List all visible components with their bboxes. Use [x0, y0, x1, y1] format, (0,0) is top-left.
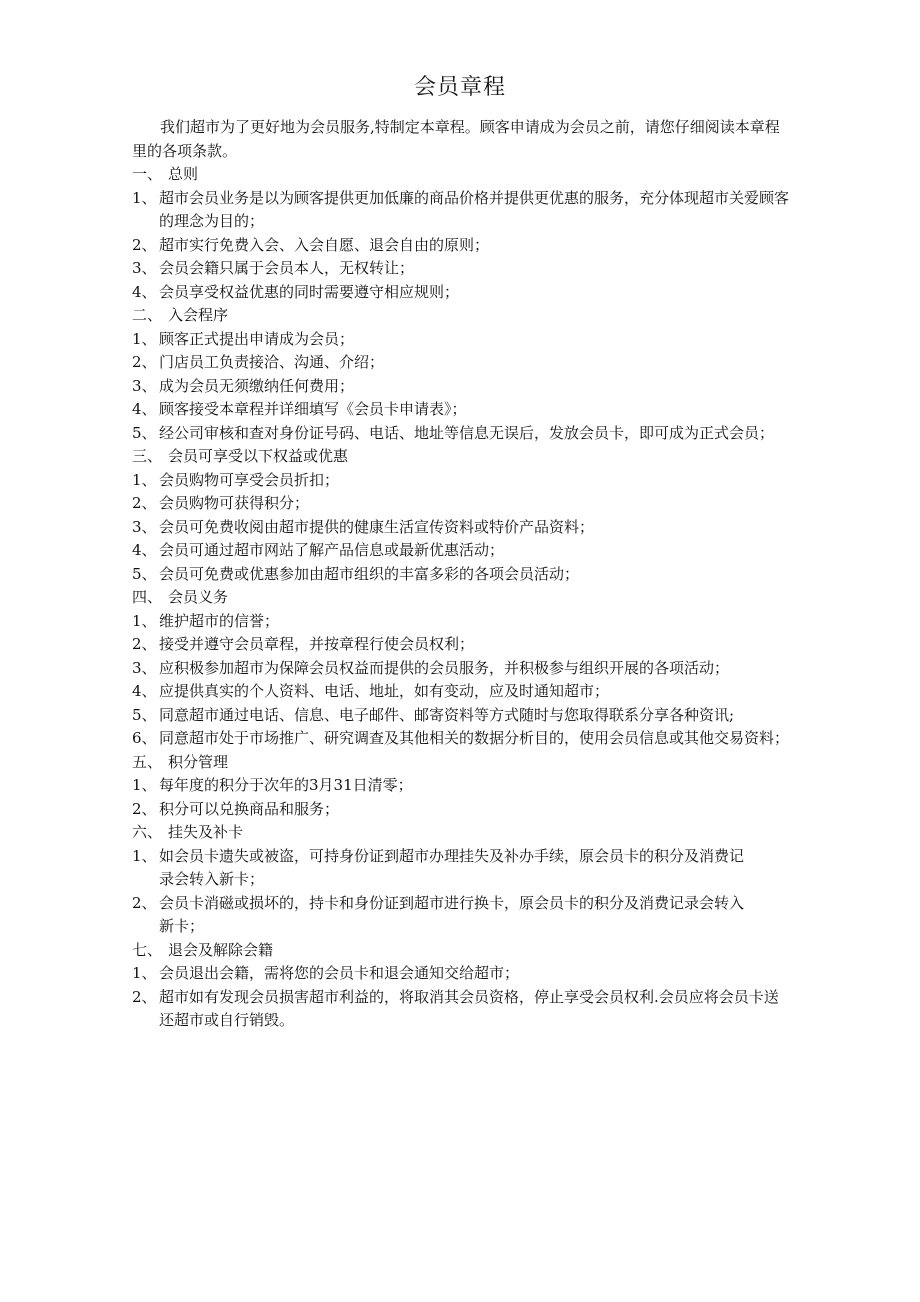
- section-heading: [132, 445, 792, 469]
- section-heading-text: 退会及解除会籍: [168, 940, 274, 959]
- item-continuation: 录会转入新卡；: [159, 870, 265, 888]
- list-item: [132, 351, 792, 375]
- list-item: [132, 892, 792, 916]
- list-item: [132, 187, 792, 234]
- item-number: 2、: [132, 494, 157, 512]
- list-item: [132, 986, 792, 1033]
- item-number: 1、: [132, 846, 157, 865]
- section-number: 七、: [132, 940, 163, 959]
- item-text: 同意超市通过电话、信息、电子邮件、邮寄资料等方式随时与您取得联系分享各种资讯;: [159, 705, 735, 724]
- section-heading: [132, 821, 792, 845]
- item-continuation: 新卡；: [159, 917, 205, 935]
- item-text: 会员购物可获得积分；: [159, 494, 310, 512]
- list-item: [132, 798, 792, 822]
- section: [132, 304, 792, 445]
- item-text: 会员退出会籍，需将您的会员卡和退会通知交给超市；: [159, 964, 520, 982]
- item-number: 1、: [132, 470, 157, 489]
- intro-paragraph: 我们超市为了更好地为会员服务,特制定本章程。顾客申请成为会员之前，请您仔细阅读本章程里的各项条款。: [132, 118, 780, 160]
- section-heading-text: 挂失及补卡: [168, 823, 244, 841]
- item-number: 2、: [132, 353, 157, 371]
- item-text: 超市实行免费入会、入会自愿、退会自由的原则；: [159, 235, 490, 254]
- section: [132, 751, 792, 822]
- item-text: 经公司审核和查对身份证号码、电话、地址等信息无误后，发放会员卡，即可成为正式会员；: [159, 423, 775, 442]
- item-number: 4、: [132, 282, 157, 301]
- item-text: 成为会员无须缴纳任何费用；: [159, 376, 355, 395]
- item-number: 2、: [132, 893, 157, 912]
- list-item: [132, 727, 792, 751]
- section-heading-text: 会员义务: [168, 588, 229, 606]
- item-text: 会员可免费或优惠参加由超市组织的丰富多彩的各项会员活动；: [159, 564, 580, 583]
- item-text: 门店员工负责接洽、沟通、介绍；: [159, 353, 385, 371]
- item-text: 会员会籍只属于会员本人，无权转让；: [159, 259, 415, 277]
- item-text: 每年度的积分于次年的3月31日清零；: [159, 776, 413, 794]
- list-item: [132, 962, 792, 986]
- item-number: 1、: [132, 611, 157, 630]
- item-number: 3、: [132, 658, 157, 677]
- section-number: 四、: [132, 588, 163, 606]
- item-number: 3、: [132, 376, 157, 395]
- list-item: [132, 539, 792, 563]
- item-number: 2、: [132, 987, 157, 1006]
- item-number: 2、: [132, 799, 157, 818]
- item-text: 顾客正式提出申请成为会员；: [159, 329, 355, 348]
- item-number: 1、: [132, 188, 157, 207]
- section-heading-text: 总则: [168, 165, 199, 183]
- item-text: 会员可免费收阅由超市提供的健康生活宣传资料或特价产品资料；: [159, 517, 595, 536]
- section-heading-text: 积分管理: [168, 752, 229, 771]
- section: [132, 586, 792, 751]
- item-number: 4、: [132, 541, 157, 559]
- section-heading: [132, 939, 792, 963]
- item-number: 3、: [132, 517, 157, 536]
- section-heading: [132, 163, 792, 187]
- item-number: 1、: [132, 964, 157, 982]
- section-number: 三、: [132, 447, 163, 465]
- document-body: [132, 116, 792, 1033]
- item-text: 接受并遵守会员章程，并按章程行使会员权利；: [159, 635, 475, 653]
- section: [132, 939, 792, 1033]
- list-item: [132, 398, 792, 422]
- item-number: 1、: [132, 329, 157, 348]
- item-number: 6、: [132, 729, 157, 747]
- list-item: [132, 516, 792, 540]
- list-item: [132, 234, 792, 258]
- item-number: 4、: [132, 682, 157, 700]
- item-text: 会员可通过超市网站了解产品信息或最新优惠活动；: [159, 541, 505, 559]
- section-number: 二、: [132, 306, 163, 324]
- item-number: 2、: [132, 235, 157, 254]
- list-item: [132, 610, 792, 634]
- item-text: 会员享受权益优惠的同时需要遵守相应规则；: [159, 282, 460, 301]
- item-text: 同意超市处于市场推广、研究调查及其他相关的数据分析目的，使用会员信息或其他交易资料；: [159, 729, 790, 747]
- list-item: [132, 328, 792, 352]
- list-item: [132, 845, 792, 869]
- list-item: [132, 633, 792, 657]
- section-number: 一、: [132, 165, 163, 183]
- document-title: 会员章程: [413, 75, 506, 100]
- item-number: 3、: [132, 259, 157, 277]
- item-text: 维护超市的信誉；: [159, 611, 280, 630]
- item-text: 积分可以兑换商品和服务；: [159, 799, 340, 818]
- item-text: 顾客接受本章程并详细填写《会员卡申请表》；: [159, 400, 467, 418]
- section-number: 六、: [132, 823, 163, 841]
- list-item: [132, 774, 792, 798]
- item-number: 5、: [132, 705, 157, 724]
- section-heading: [132, 586, 792, 610]
- list-item: [132, 375, 792, 399]
- section: [132, 821, 792, 939]
- list-item: [132, 492, 792, 516]
- item-text: 会员购物可享受会员折扣；: [159, 470, 340, 489]
- section-number: 五、: [132, 752, 163, 771]
- list-item: [132, 281, 792, 305]
- sections-container: [132, 163, 792, 1033]
- item-text: 如会员卡遗失或被盗，可持身份证到超市办理挂失及补办手续，原会员卡的积分及消费记: [159, 846, 745, 865]
- item-text: 应提供真实的个人资料、电话、地址，如有变动，应及时通知超市；: [159, 682, 610, 700]
- item-number: 5、: [132, 423, 157, 442]
- section-heading-text: 会员可享受以下权益或优惠: [168, 447, 349, 465]
- list-item: [132, 563, 792, 587]
- list-item: [132, 657, 792, 681]
- list-item: [132, 704, 792, 728]
- section: [132, 445, 792, 586]
- item-text: 会员卡消磁或损坏的，持卡和身份证到超市进行换卡，原会员卡的积分及消费记录会转入: [159, 893, 745, 912]
- item-number: 1、: [132, 776, 157, 794]
- section-heading: [132, 751, 792, 775]
- section: [132, 163, 792, 304]
- list-item: [132, 680, 792, 704]
- item-number: 4、: [132, 400, 157, 418]
- item-text: 超市如有发现会员损害超市利益的，将取消其会员资格，停止享受会员权利.会员应将会员卡送还超市或自行销毁。: [159, 987, 779, 1029]
- item-text: 超市会员业务是以为顾客提供更加低廉的商品价格并提供更优惠的服务，充分体现超市关爱顾客的理念为目的；: [159, 188, 790, 230]
- list-item: [132, 422, 792, 446]
- item-number: 2、: [132, 635, 157, 653]
- list-item: [132, 469, 792, 493]
- section-heading: [132, 304, 792, 328]
- item-number: 5、: [132, 564, 157, 583]
- section-heading-text: 入会程序: [168, 306, 229, 324]
- list-item: [132, 257, 792, 281]
- item-text: 应积极参加超市为保障会员权益而提供的会员服务，并积极参与组织开展的各项活动；: [159, 658, 730, 677]
